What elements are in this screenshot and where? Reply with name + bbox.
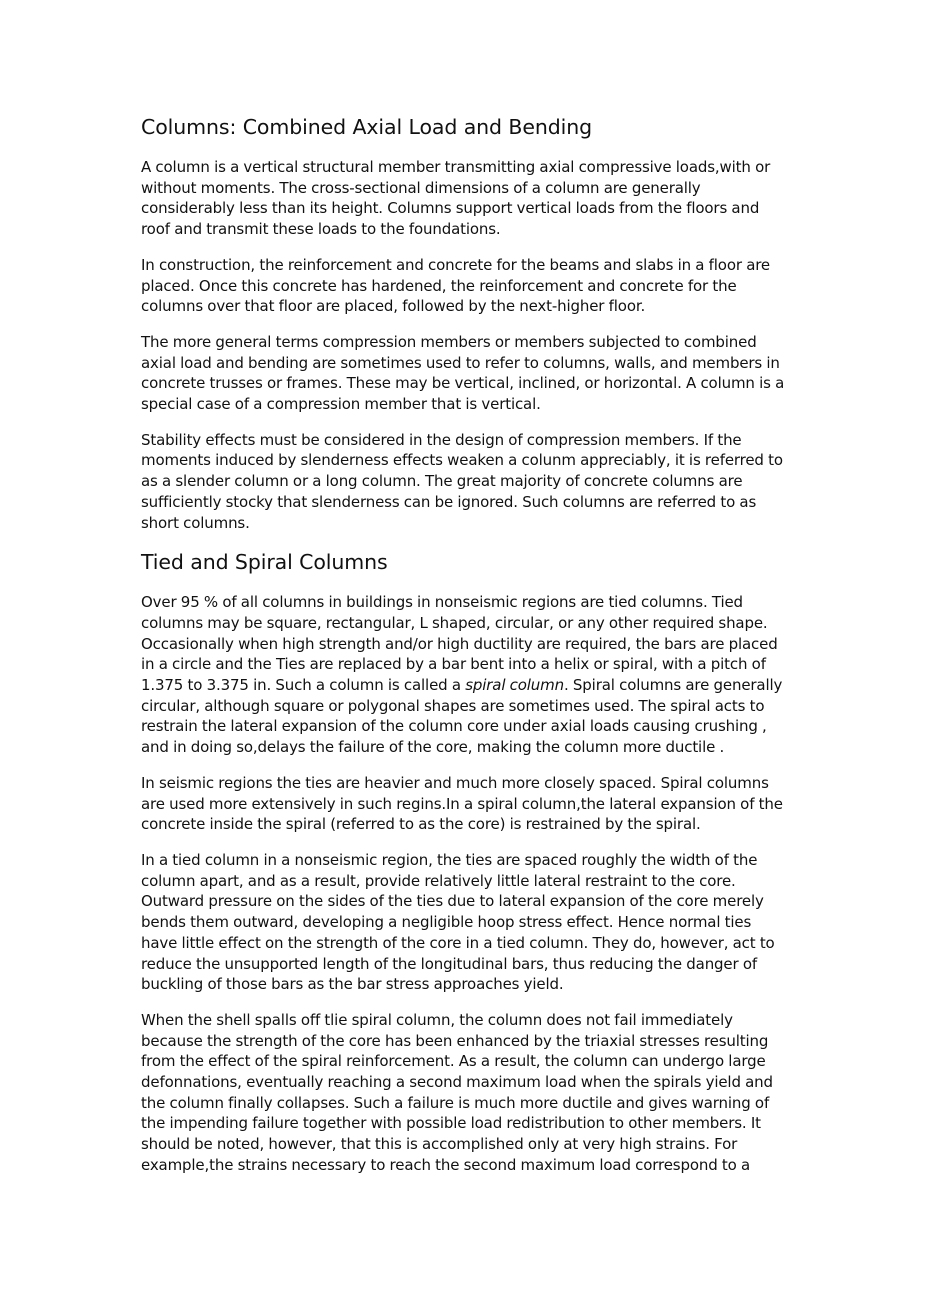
paragraph-nonseismic-tied: In a tied column in a nonseismic region, the ties are spaced roughly the width of the column apart, and as a result, provide relatively little lateral restraint to the core. Outward pressure on the sides of the ties due to lateral expansion of the core merely bends them outward, developing a negligible hoop stress effect. Hence normal ties have little effect on the strength of the core in a tied column. They do, however, act to reduce the unsupported length of the longitudinal bars, thus reducing the danger of buckling of those bars as the bar stress approaches yield. <box>141 850 775 994</box>
section-title-columns: Columns: Combined Axial Load and Bending <box>141 115 593 139</box>
paragraph-seismic-regions: In seismic regions the ties are heavier and much more closely spaced. Spiral columns are used more extensively in such regins.In a spiral column,the lateral expansion of the concrete inside the spiral (referred to as the core) is restrained by the spiral. <box>141 773 783 834</box>
section-title-tied-spiral: Tied and Spiral Columns <box>141 550 388 575</box>
paragraph-stability: Stability effects must be considered in the design of compression members. If the moments induced by slenderness effects weaken a colunm appreciably, it is referred to as a slender column or a long column. The great majority of concrete columns are sufficiently stocky that slenderness can be ignored. Such columns are referred to as short columns. <box>141 430 783 532</box>
document-page <box>141 113 791 1191</box>
paragraph-compression-members: The more general terms compression members or members subjected to combined axial load and bending are sometimes used to refer to columns, walls, and members in concrete trusses or frames. These may be vertical, inclined, or horizontal. A column is a special case of a compression member that is vertical. <box>141 332 785 414</box>
paragraph-column-definition: A column is a vertical structural member transmitting axial compressive loads,with or without moments. The cross-sectional dimensions of a column are generally considerably less than its height. Columns support vertical loads from the floors and roof and transmit these loads to the foundations. <box>141 158 771 239</box>
paragraph-shell-spalls: When the shell spalls off tlie spiral column, the column does not fail immediately because the strength of the core has been enhanced by the triaxial stresses resulting from the effect of the spiral reinforcement. As a result, the column can undergo large defonnations, eventually reaching a second maximum load when the spirals yield and the column finally collapses. Such a failure is much more ductile and gives warning of the impending failure together with possible load redistribution to other members. It should be noted, however, that this is accomplished only at very high strains. For example,the strains necessary to reach the second maximum load correspond to a <box>141 1010 773 1174</box>
paragraph-tied-columns-text-2: . Spiral columns are generally circular, although square or polygonal shapes are sometimes used. The spiral acts to restrain the lateral expansion of the column core under axial loads causing crushing , and in doing so,delays the failure of the core, making the column more ductile . <box>141 676 783 757</box>
paragraph-tied-columns-text-1: Over 95 % of all columns in buildings in nonseismic regions are tied columns. Tied columns may be square, rectangular, L shaped, circular, or any other required shape. Occasionally when high strength and/or high ductility are required, the bars are placed in a circle and the Ties are replaced by a bar bent into a helix or spiral, with a pitch of 1.375 to 3.375 in. Such a column is called a <box>141 593 778 695</box>
spiral-column-term: spiral column <box>465 676 564 695</box>
paragraph-construction: In construction, the reinforcement and concrete for the beams and slabs in a floor are placed. Once this concrete has hardened, the reinforcement and concrete for the columns over that floor are placed, followed by the next-higher floor. <box>141 255 770 316</box>
paragraph-tied-columns <box>141 592 791 758</box>
